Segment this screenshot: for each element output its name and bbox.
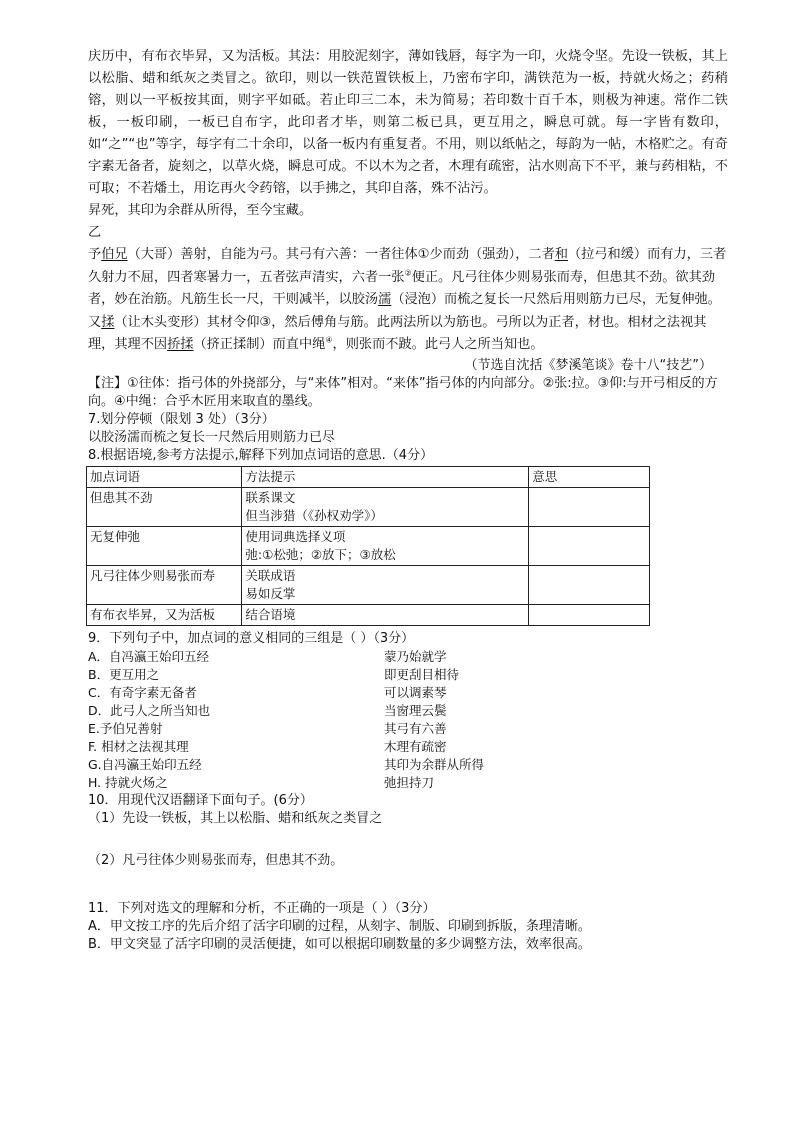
passage-a-paragraph: 庆历中，有布衣毕昇，又为活板。其法：用胶泥刻字，薄如钱唇，每字为一印，火烧令坚。先设一铁板，其上以松脂、蜡和纸灰之类冒之。欲印，则以一铁范置铁板上，乃密布字印，满铁范为一板，持就火炀之；药稍镕，则以一平板按其面，则字平如砥。若止印三二本，未为简易；若印数十百千本，则极为神速。常作二铁板，一板印刷，一板已自布字，此印者才毕，则第二板已具，更互用之，瞬息可就。每一字皆有数印，如“之”“也”等字，每字有二十余印，以备一板内有重复者。不用，则以纸帖之，每韵为一帖，木格贮之。有奇字素无备者，旋刻之，以草火烧，瞬息可成。不以木为之者，木理有疏密，沾水则高下不平，兼与药相粘，不可取；不若燔土，用讫再火令药镕，以手拂之，其印自落，殊不沾污。 [88, 49, 728, 196]
header-cell: 意思 [529, 466, 650, 487]
hint-cell: 使用词典选择义项 弛:①松弛；②放下；③放松 [242, 526, 529, 565]
underlined-word: 和 [554, 247, 568, 262]
q10-title: 10．用现代汉语翻译下面句子。(6分） [88, 792, 313, 808]
q7-sentence: 以胶汤濡而梳之复长一尺然后用则筋力已尽 [88, 429, 336, 445]
answer-cell[interactable] [529, 565, 650, 604]
underlined-word: 揉 [101, 314, 115, 330]
q9-option: B．更互用之 即更刮目相待 [88, 666, 460, 682]
q9-title: 9．下列句子中，加点词的意义相同的三组是（ ）（3分） [88, 630, 415, 646]
table-row [87, 565, 650, 604]
annotation-note: 【注】①往体：指弓体的外挠部分，与“来体”相对。“来体”指弓体的内向部分。②张:拉。③仰:与开弓相反的方向。④中绳：合乎木匠用来取直的墨线。 [88, 375, 718, 409]
q7-title: 7.划分停顿（限划 3 处）（3分） [88, 411, 275, 427]
q9-option: F. 相材之法视其理 木理有疏密 [88, 738, 447, 754]
answer-cell[interactable] [529, 526, 650, 565]
underlined-word: 濡 [378, 292, 392, 307]
q9-option: C．有奇字素无备者 可以调素琴 [88, 684, 447, 700]
hint-cell: 关联成语 易如反掌 [242, 565, 529, 604]
q10-sentence-2: （2）凡弓往体少则易张而寿，但患其不劲。 [88, 852, 344, 868]
word-cell: 无复伸弛 [87, 526, 242, 565]
hint-cell: 结合语境 [242, 604, 529, 625]
passage-a-ending: 昇死，其印为余群从所得，至今宝藏。 [88, 203, 313, 218]
passage-b-paragraph: 予伯兄（大哥）善射，自能为弓。其弓有六善：一者往体①少而劲（强劲），二者和（拉弓和缓）而有力，三者久射力不屈，四者寒暑力一，五者弦声清实，六者一张②便正。凡弓往体少则易张而寿，但患其不劲。欲其劲者，妙在治筋。凡筋生长一尺，干则减半，以胶汤濡（浸泡）而梳之复长一尺然后用则筋力已尽，无复伸弛。又揉（让木头变形）其材令仰③，然后傅角与筋。此两法所以为筋也。弓所以为正者，材也。相材之法视其理，其理不因挢揉（挤正揉制）而直中绳④，则张而不跛。此弓人之所当知也。 [88, 247, 727, 352]
q9-option: H. 持就火炀之 弛担持刀 [88, 774, 435, 790]
answer-cell[interactable] [529, 487, 650, 526]
word-cell: 有布衣毕昇，又为活板 [87, 604, 242, 625]
q9-option: E.予伯兄善射 其弓有六善 [88, 720, 447, 736]
header-cell: 加点词语 [87, 466, 242, 487]
underlined-word: 挢揉 [167, 337, 194, 352]
q11-title: 11．下列对选文的理解和分析，不正确的一项是（ ）（3分） [88, 900, 436, 916]
table-row [87, 604, 650, 625]
q11-option-a: A．甲文按工序的先后介绍了活字印刷的过程，从刻字、制版、印刷到拆版，条理清晰。 [88, 918, 591, 934]
q10-sentence-1: （1）先设一铁板，其上以松脂、蜡和纸灰之类冒之 [88, 810, 383, 826]
passage-b-label: 乙 [88, 225, 102, 240]
q8-table [86, 466, 650, 626]
table-row [87, 526, 650, 565]
q9-option: D．此弓人之所当知也 当窗理云鬓 [88, 702, 447, 718]
q9-option: G.自冯瀛王始印五经 其印为余群从所得 [88, 756, 485, 772]
q9-options [88, 648, 728, 792]
word-cell: 凡弓往体少则易张而寿 [87, 565, 242, 604]
q9-option: A．自冯瀛王始印五经 蒙乃始就学 [88, 648, 447, 664]
header-cell: 方法提示 [242, 466, 529, 487]
q11-option-b: B．甲文突显了活字印刷的灵活便捷，如可以根据印刷数量的多少调整方法，效率很高。 [88, 936, 591, 952]
q8-title: 8.根据语境,参考方法提示,解释下列加点词语的意思.（4分） [88, 447, 434, 463]
table-row [87, 487, 650, 526]
hint-cell: 联系课文 但当涉猎（《孙权劝学》） [242, 487, 529, 526]
underlined-word: 伯兄 [101, 247, 128, 262]
source-citation: （节选自沈括《梦溪笔谈》卷十八“技艺”） [464, 357, 712, 373]
word-cell: 但患其不劲 [87, 487, 242, 526]
exam-page [88, 46, 728, 954]
answer-cell[interactable] [529, 604, 650, 625]
table-header-row [87, 466, 650, 487]
